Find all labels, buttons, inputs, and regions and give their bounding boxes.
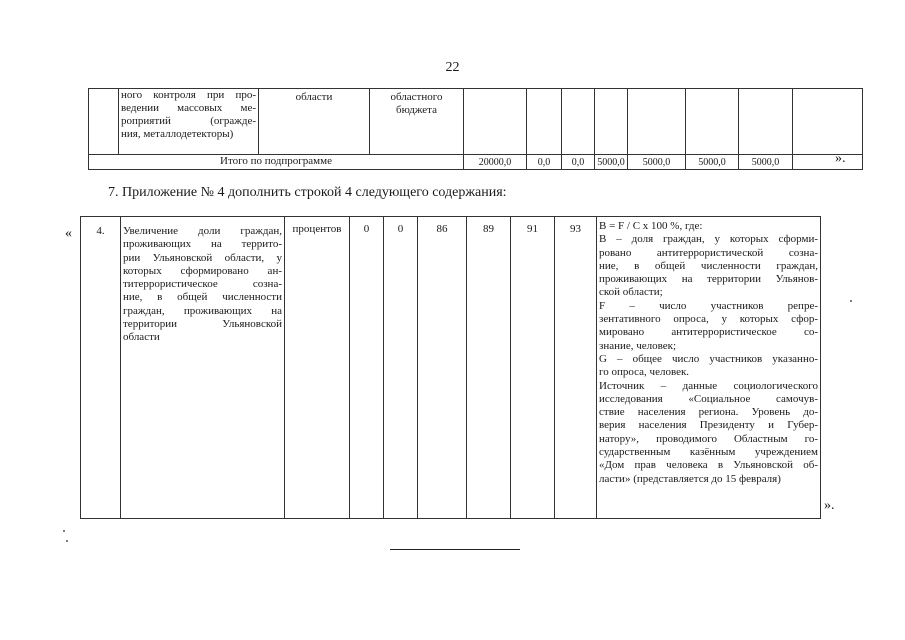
text-line: ние, в общей численности граждан,	[599, 259, 818, 272]
text-line: проживающих на террито-	[123, 238, 282, 251]
text-line: го опроса, человек.	[599, 366, 690, 379]
budget-table	[88, 88, 863, 170]
table-cell	[595, 89, 628, 155]
scan-speck	[66, 540, 68, 542]
text-line: «Дом прав человека в Ульяновской об-	[599, 459, 818, 472]
text-line: зентативного опроса, у которых сфор-	[599, 313, 818, 326]
value-cell: 91	[511, 217, 555, 519]
text-line: граждан, проживающих на	[123, 304, 282, 317]
text-line: ведении массовых ме-	[121, 102, 256, 114]
measure-cell	[119, 89, 259, 155]
table-cell	[89, 89, 119, 155]
value-cell: 0	[384, 217, 418, 519]
text-line: ние, в общей численности	[123, 291, 282, 304]
text-line: B – доля граждан, у которых сформи-	[599, 233, 818, 246]
value-cell: 0	[350, 217, 384, 519]
table-cell	[628, 89, 686, 155]
text-line: F – число участников репре-	[599, 299, 818, 312]
total-value: 5000,0	[595, 155, 628, 170]
text-line: знание, человек;	[599, 339, 677, 352]
table-cell	[739, 89, 793, 155]
table-row	[81, 217, 821, 519]
value-cell: 93	[555, 217, 597, 519]
text-line: исследования «Социальное самочув-	[599, 392, 818, 405]
text-line: Увеличение доли граждан,	[123, 225, 282, 237]
text-line: G – общее число участников указанно-	[599, 352, 818, 365]
table-cell	[793, 89, 863, 155]
total-value: 0,0	[562, 155, 595, 170]
text-line: мировано антитеррористическое со-	[599, 326, 818, 339]
indicator-table	[80, 216, 821, 519]
scan-speck	[63, 530, 65, 532]
text-line: ской области;	[599, 286, 663, 299]
unit-cell: процентов	[285, 217, 350, 519]
total-value: 5000,0	[628, 155, 686, 170]
opening-quote: «	[65, 226, 72, 241]
closing-quote: ».	[824, 498, 835, 513]
text-line: натору», проводимого Областным го-	[599, 432, 818, 445]
total-row	[89, 155, 863, 170]
source-cell: областного бюджета	[370, 89, 464, 155]
area-cell: области	[259, 89, 370, 155]
formula-cell	[597, 217, 821, 519]
table-cell	[464, 89, 527, 155]
total-label: Итого по подпрограмме	[89, 155, 464, 170]
page-number: 22	[445, 60, 460, 75]
table-cell	[686, 89, 739, 155]
total-value: 20000,0	[464, 155, 527, 170]
text-line: сударственным казённым учреждением	[599, 446, 818, 459]
closing-quote: ».	[835, 151, 846, 166]
text-line: роприятий (огражде-	[121, 115, 256, 127]
total-value: 5000,0	[686, 155, 739, 170]
total-value: 5000,0	[739, 155, 793, 170]
value-cell: 86	[418, 217, 467, 519]
text-line: Источник – данные социологического	[599, 379, 818, 392]
total-value: 0,0	[527, 155, 562, 170]
text-line: рии Ульяновской области, у	[123, 251, 282, 264]
text-line: ного контроля при про-	[121, 89, 256, 101]
text-line: ласти» (представляется до 15 февраля)	[599, 472, 781, 485]
section-heading: 7. Приложение № 4 дополнить строкой 4 следующего содержания:	[108, 185, 507, 200]
text-line: которых сформировано ан-	[123, 264, 282, 277]
row-number: 4.	[81, 217, 121, 519]
text-line: проживающих на территории Ульянов-	[599, 273, 818, 286]
text-line: области	[123, 331, 160, 344]
value-cell: 89	[467, 217, 511, 519]
table-cell	[562, 89, 595, 155]
text-line: B = F / C х 100 %, где:	[599, 220, 703, 232]
text-line: титеррористическое созна-	[123, 278, 282, 291]
text-line: территории Ульяновской	[123, 318, 282, 331]
text-line: ровано антитеррористической созна-	[599, 246, 818, 259]
text-line: верия населения Президенту и Губер-	[599, 419, 818, 432]
scan-speck	[850, 300, 852, 302]
text-line: ния, металлодетекторы)	[121, 128, 234, 140]
table-cell	[793, 155, 863, 170]
text-line: ствие населения региона. Уровень до-	[599, 406, 818, 419]
table-row	[89, 89, 863, 155]
table-cell	[527, 89, 562, 155]
indicator-cell	[121, 217, 285, 519]
divider-line	[390, 549, 520, 550]
